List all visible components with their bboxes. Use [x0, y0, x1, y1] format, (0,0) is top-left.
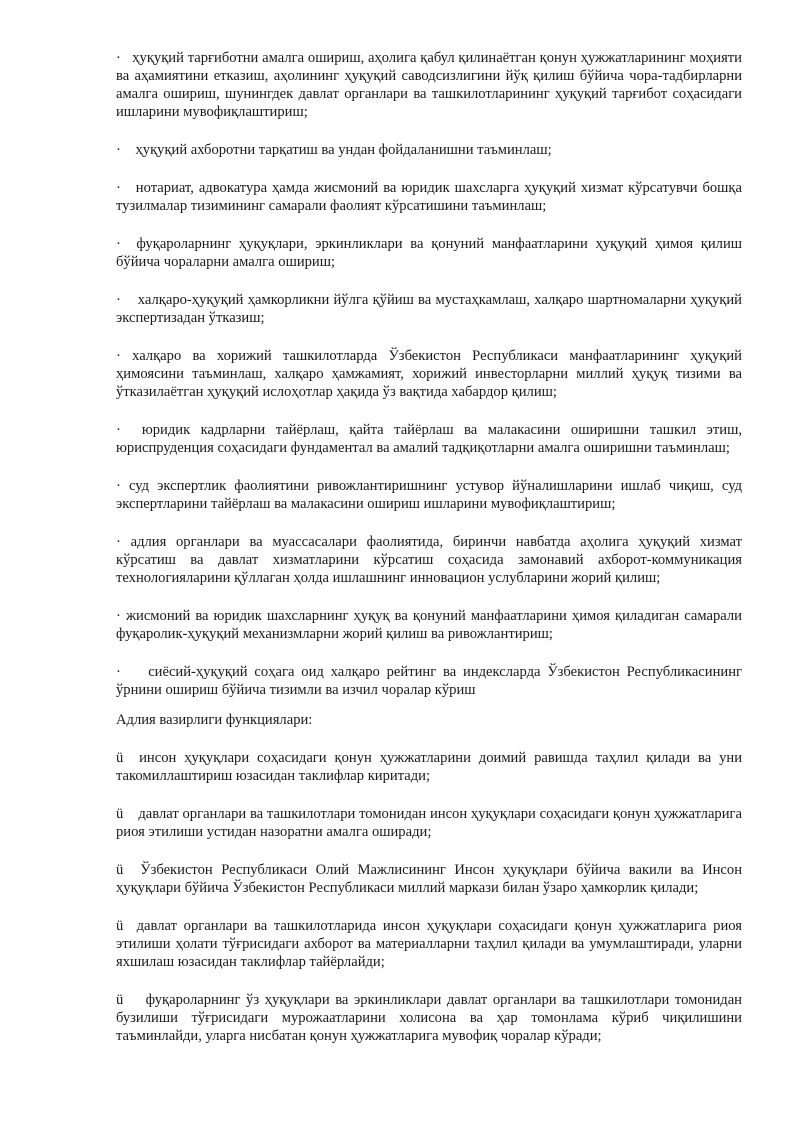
bullet-marker: ·	[116, 348, 121, 364]
bullet-marker: ·	[116, 142, 121, 158]
bullet-marker: ·	[116, 50, 121, 66]
function-item-summarize	[116, 917, 742, 971]
paragraph-civil-law-mechanisms	[116, 607, 742, 643]
paragraph-text: сиёсий-ҳуқуқий соҳага оид халқаро рейтинг ва индексларда Ўзбекистон Республикасининг ўрнини ошириш бўйича тизимли ва изчил чоралар кўриш	[116, 664, 742, 698]
paragraph-text: ҳуқуқий тарғиботни амалга ошириш, аҳолига қабул қилинаётган қонун ҳужжатларининг моҳияти ва аҳамиятини етказиш, аҳолининг ҳуқуқий саводсизлигини йўқ қилиш бўйича чора-тадбирларни амалга ошириш, шунингдек давлат органлари ва ташкилотларининг ҳуқуқий тарғибот соҳасидаги ишларини мувофиқлаштириш;	[116, 50, 742, 120]
paragraph-notary-advocacy	[116, 179, 742, 215]
paragraph-text: юридик кадрларни тайёрлаш, қайта тайёрлаш ва малакасини оширишни ташкил этиш, юриспруденция соҳасидаги фундаментал ва амалий тадқиқотларни амалга оширишни таъминлаш;	[116, 422, 742, 456]
paragraph-text: ҳуқуқий ахборотни тарқатиш ва ундан фойдаланишни таъминлаш;	[135, 142, 552, 158]
checkmark-marker: ü	[116, 862, 124, 878]
bullet-marker: ·	[116, 534, 121, 550]
bullet-marker: ·	[116, 608, 121, 624]
function-item-oversight	[116, 805, 742, 841]
bullet-marker: ·	[116, 664, 121, 680]
paragraph-text: адлия органлари ва муассасалари фаолиятида, биринчи навбатда аҳолига ҳуқуқий хизмат кўрсатиш ва давлат хизматларини кўрсатиш соҳасида замонавий ахборот-коммуникация технологияларини қўллаган ҳолда ишлашнинг инновацион услубларини жорий қилиш;	[116, 534, 742, 586]
paragraph-legal-personnel	[116, 421, 742, 457]
functions-heading: Адлия вазирлиги функциялари:	[116, 712, 313, 728]
bullet-marker: ·	[116, 292, 121, 308]
paragraph-international-ratings	[116, 663, 742, 699]
checkmark-marker: ü	[116, 750, 124, 766]
paragraph-text: жисмоний ва юридик шахсларнинг ҳуқуқ ва қонуний манфаатларини ҳимоя қиладиган самарали фуқаролик-ҳуқуқий механизмларни жорий қилиш ва ривожлантириш;	[116, 608, 742, 642]
paragraph-legal-propaganda	[116, 49, 742, 121]
bullet-marker: ·	[116, 478, 121, 494]
paragraph-forensic-expertise	[116, 477, 742, 513]
paragraph-citizen-rights-protection	[116, 235, 742, 271]
function-text: инсон ҳуқуқлари соҳасидаги қонун ҳужжатларини доимий равишда таҳлил қилади ва уни такомиллаштириш юзасидан таклифлар киритади;	[116, 750, 743, 784]
paragraph-international-interests	[116, 347, 742, 401]
checkmark-marker: ü	[116, 918, 124, 934]
paragraph-text: халқаро-ҳуқуқий ҳамкорликни йўлга қўйиш ва мустаҳкамлаш, халқаро шартномаларни ҳуқуқий экспертизадан ўтказиш;	[116, 292, 742, 326]
function-item-analysis	[116, 749, 742, 785]
paragraph-text: суд экспертлик фаолиятини ривожлантиришнинг устувор йўналишларини ишлаб чиқиш, суд экспертларини тайёрлаш ва малакасини ошириш ишларини мувофиқлаштириш;	[116, 478, 742, 512]
paragraph-text: нотариат, адвокатура ҳамда жисмоний ва юридик шахсларга ҳуқуқий хизмат кўрсатувчи бошқа тузилмалар тизимининг самарали фаолият кўрсатишини таъминлаш;	[116, 180, 742, 214]
checkmark-marker: ü	[116, 806, 124, 822]
function-item-cooperation	[116, 861, 742, 897]
paragraph-international-cooperation	[116, 291, 742, 327]
function-text: давлат органлари ва ташкилотлари томонидан инсон ҳуқуқлари соҳасидаги қонун ҳужжатларига риоя этилиши устидан назоратни амалга оширади;	[116, 806, 743, 840]
bullet-marker: ·	[116, 180, 121, 196]
paragraph-text: фуқароларнинг ҳуқуқлари, эркинликлари ва қонуний манфаатларини ҳуқуқий ҳимоя қилиш бўйича чораларни амалга ошириш;	[116, 236, 742, 270]
function-text: давлат органлари ва ташкилотларида инсон ҳуқуқлари соҳасидаги қонун ҳужжатларига риоя этилиши ҳолати тўғрисидаги ахборот ва материалларни таҳлил қилади ва умумлаштиради, уларни яхшилаш юзасидан таклифлар тайёрлайди;	[116, 918, 743, 970]
paragraph-text: халқаро ва хорижий ташкилотларда Ўзбекистон Республикаси манфаатларининг ҳуқуқий ҳимоясини таъминлаш, халқаро ҳамжамият, хорижий инвесторларни миллий ҳуқуқ тизими ва ўтказилаётган ҳуқуқий ислоҳотлар ҳақида ўз вақтида хабардор қилиш;	[116, 348, 742, 400]
paragraph-legal-information	[116, 141, 742, 159]
function-text: фуқароларнинг ўз ҳуқуқлари ва эркинликлари давлат органлари ва ташкилотлари томонидан бузилиши тўғрисидаги мурожаатларини холисона ва ҳар томонлама кўриб чиқилишини таъминлайди, уларга нисбатан қонун ҳужжатларига мувофиқ чоралар кўради;	[116, 992, 742, 1044]
function-item-appeals	[116, 991, 742, 1045]
function-text: Ўзбекистон Республикаси Олий Мажлисининг Инсон ҳуқуқлари бўйича вакили ва Инсон ҳуқуқлари бўйича Ўзбекистон Республикаси миллий маркази билан ўзаро ҳамкорлик қилади;	[116, 862, 743, 896]
paragraph-justice-innovation	[116, 533, 742, 587]
bullet-marker: ·	[116, 236, 121, 252]
bullet-marker: ·	[116, 422, 121, 438]
checkmark-marker: ü	[116, 992, 124, 1008]
